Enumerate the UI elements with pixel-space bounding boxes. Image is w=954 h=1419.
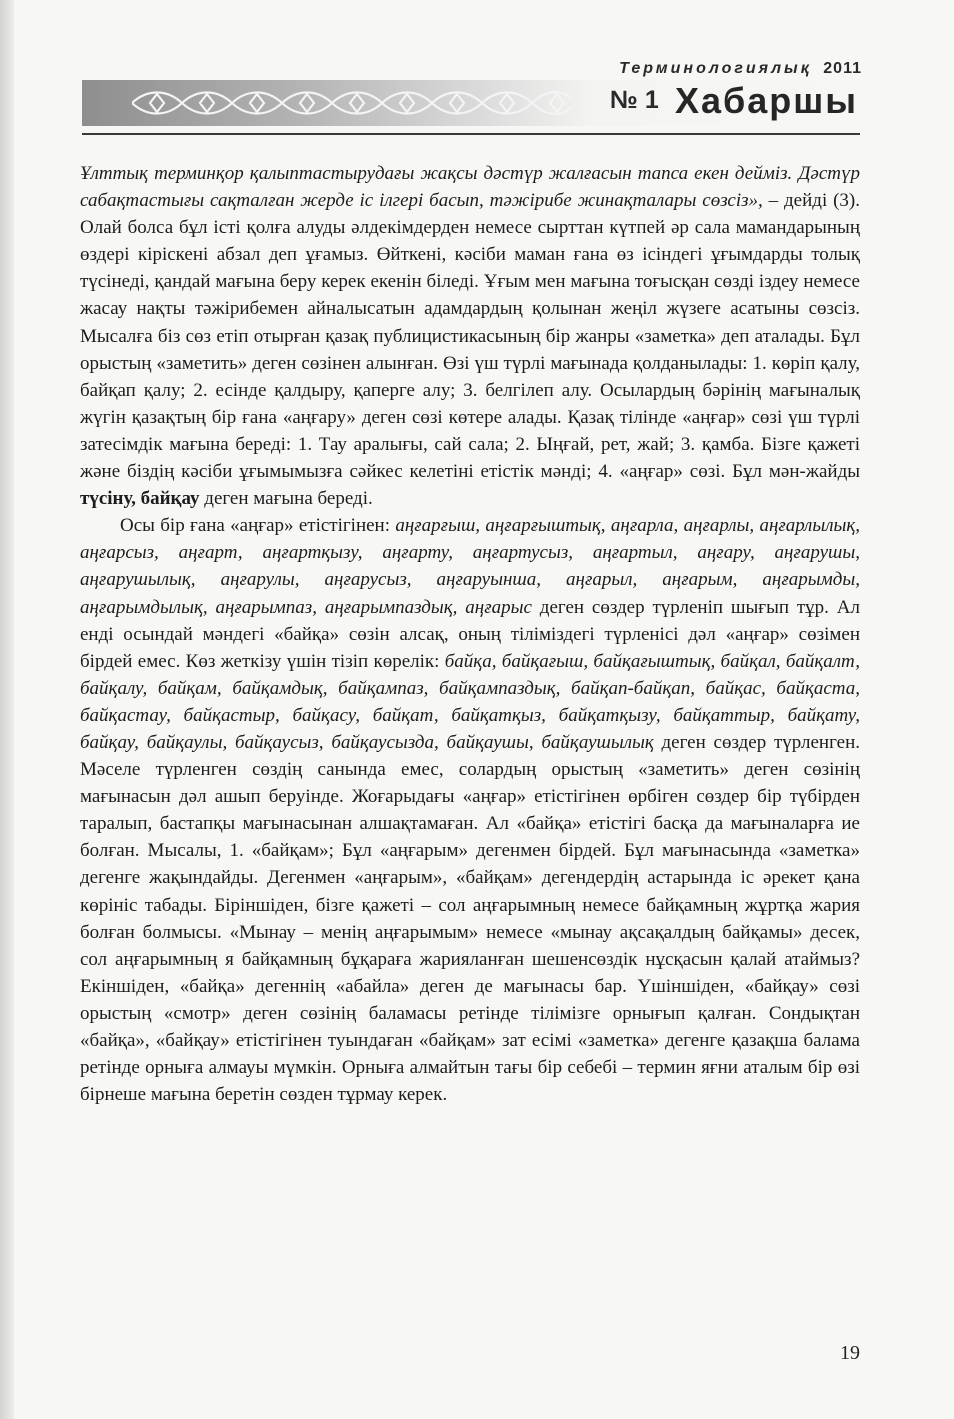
emphasis-bold: түсіну, байқау [80, 488, 200, 510]
paragraph-2-end: деген сөздер түрленген. Мәселе түрленген сөздің санында емес, солардың орыстың «заметить» деген сөзінің мағынасын дәл ашып беруінде. Жоғарыдағы «аңғар» етістігінен өрбіген сөздер бір түбірден таралып, бастапқы мағынасынан алшақтамаған. Ал «байқа» етістігі басқа да мағыналарға ие болған. Мысалы, 1. «байқам»; Бұл «аңғарым» дегенмен бірдей. Бұл мағынасында «заметка» дегенге жақындайды. Дегенмен «аңғарым», «байқам» дегендердің астарында іс әрекет қана көрініс табады. Біріншіден, бізге қажеті – сол аңғарымның немесе байқамның жұртқа жария болған болмысы. «Мынау – менің аңғарымым» немесе «мынау ақсақалдың байқамы» десек, сол аңғарымның я байқамның бұқараға жарияланған шешенсөздік нұсқасын қалай атаймыз? Екіншіден, «байқа» дегеннің «абайла» деген де мағынасы бар. Үшіншіден, «байқау» сөзі орыстың «смотр» деген сөзінің баламасы ретінде тілімізге орнығып қалған. Сондықтан «байқа», «байқау» етістігінен туындаған «байқам» зат есімі «заметка» дегенге қазақша балама ретінде орныға алмауы мүмкін. Орнығa алмайтын тағы бір себебі – термин яғни аталым бір өзі бірнеше мағына беретін сөзден тұрмау керек. [80, 731, 860, 1106]
paragraph-2 [80, 512, 860, 1108]
journal-year: 2011 [823, 60, 862, 77]
page-number: 19 [840, 1342, 860, 1364]
paragraph-1 [80, 160, 860, 512]
issue-number: № 1 [610, 86, 659, 114]
journal-series-line [619, 60, 862, 78]
ornament-pattern-icon [132, 85, 572, 121]
paragraph-2-lead: Осы бір ғана «аңғар» етістігінен: [120, 515, 396, 537]
header-banner [82, 80, 860, 126]
journal-title: Хабаршы [674, 80, 858, 121]
paragraph-1-text: – дейді (3). Олай болса бұл істі қолға алуды әлдекімдерден немесе сырттан күтпей әр сала мамандарының өздері кіріскені абзал деп ұғамыз. Өйткені, кәсіби маман ғана өз ісіндегі ұғымдарды толық түсінеді, қандай мағына беру керек екенін біледі. Ұғым мен мағына тоғысқан сөзді іздеу немесе жасау нақты тәжірибемен айналысатын адамдардың қолынан жеңіл жүзеге асатыны сөзсіз. Мысалға біз сөз етіп отырған қазақ публицистикасының бір жанры «заметка» деп аталады. Бұл орыстың «заметить» деген сөзінен алынған. Өзі үш түрлі мағынада қолданылады: 1. көріп қалу, байқап қалу; 2. есінде қалдыру, қаперге алу; 3. белгілеп алу. Осылардың бәрінің мағыналық жүгін қазақтың бір ғана «аңғару» деген сөзі көтере алады. Қазақ тілінде «аңғар» сөзі үш түрлі затесімдік мағына береді: 1. Тау аралығы, сай сала; 2. Ыңғай, рет, жай; 3. қамба. Бізге қажеті және біздің кәсіби ұғымымызға сәйкес келетіні етістік мәнді; 4. «аңғар» сөзі. Бұл мән-жайды [80, 190, 861, 483]
quote-italic: Ұлттық терминқор қалыптастырудағы жақсы дәстүр жалғасын тапса екен дейміз. Дәстүр сабақтастығы сақталған жерде іс ілгері басып, тәжірибе жинақталары сөзсіз», [80, 163, 860, 212]
paragraph-2-mid: деген сөздер түрленіп шығып тұр. Ал енді осындай мәндегі «байқа» сөзін алсақ, оның тіліміздегі түрленісі дәл «аңғар» сөзімен бірдей емес. Көз жеткізу үшін тізіп көрелік: [80, 596, 860, 672]
paragraph-1-end: деген мағына береді. [199, 488, 373, 510]
word-list-angar: аңғарғыш, аңғарғыштық, аңғарла, аңғарлы, аңғарлылық, аңғарсыз, аңғарт, аңғартқызу, аңғарту, аңғартусыз, аңғартыл, аңғару, аңғарушы, аңғарушылық, аңғарулы, аңғарусыз, аңғаруынша, аңғарыл, аңғарым, аңғарымды, аңғарымдылық, аңғарымпаз, аңғарымпаздық, аңғарыс [80, 515, 861, 618]
article-body [80, 160, 860, 1108]
journal-series: Терминологиялық [619, 60, 812, 77]
header-rule [82, 133, 860, 135]
page-edge-shadow [0, 0, 14, 1419]
word-list-bayka: байқа, байқағыш, байқағыштық, байқал, байқалт, байқалу, байқам, байқамдық, байқампаз, байқампаздық, байқап-байқап, байқас, байқаста, байқастау, байқастыр, байқасу, байқат, байқатқыз, байқатқызу, байқаттыр, байқату, байқау, байқаулы, байқаусыз, байқаусызда, байқаушы, байқаушылық [80, 650, 861, 753]
